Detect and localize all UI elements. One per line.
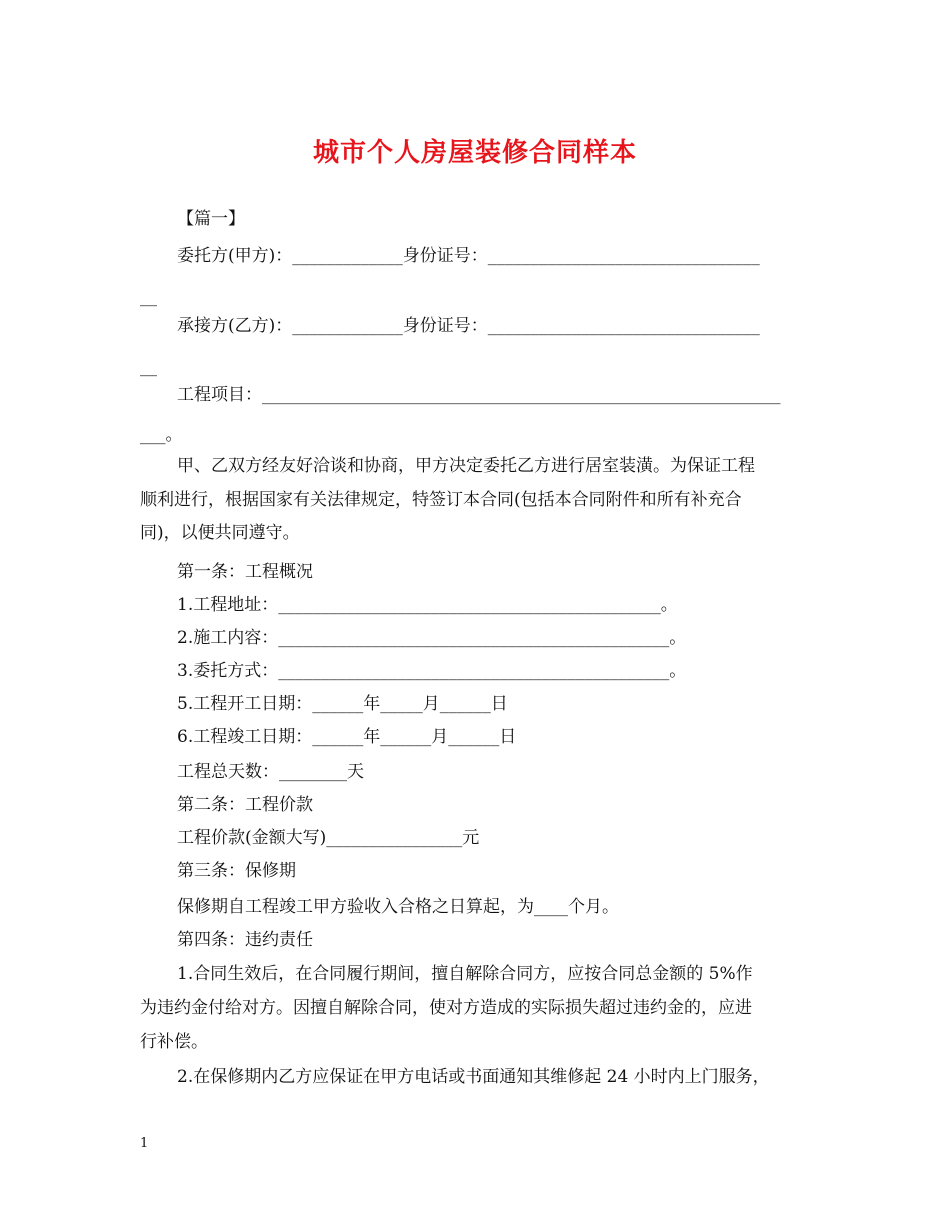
section-heading: 【篇一】 bbox=[177, 209, 245, 229]
intro-paragraph-line: 同)，以便共同遵守。 bbox=[140, 523, 300, 543]
maintenance-paragraph-line: 2.在保修期内乙方应保证在甲方电话或书面通知其维修起 24 小时内上门服务， bbox=[177, 1067, 770, 1087]
breach-paragraph-line: 1.合同生效后，在合同履行期间，擅自解除合同方，应按合同总金额的 5%作 bbox=[177, 964, 753, 984]
article-2-heading: 第二条：工程价款 bbox=[177, 795, 313, 815]
construction-content-line: 2.施工内容：______________________________________________。 bbox=[177, 628, 687, 648]
intro-paragraph-line: 甲、乙双方经友好洽谈和协商，甲方决定委托乙方进行居室装潢。为保证工程 bbox=[177, 456, 755, 476]
total-days-line: 工程总天数：________天 bbox=[177, 762, 364, 782]
article-3-heading: 第三条：保修期 bbox=[177, 861, 296, 881]
breach-paragraph-line: 行补偿。 bbox=[140, 1032, 208, 1052]
party-a-line: 委托方(甲方)：_____________身份证号：________________________________ bbox=[177, 246, 760, 266]
page-number: 1 bbox=[140, 1136, 149, 1151]
completion-date-line: 6.工程竣工日期：______年______月______日 bbox=[177, 727, 517, 747]
party-b-line: 承接方(乙方)：_____________身份证号：________________________________ bbox=[177, 316, 760, 336]
party-b-line-cont: __ bbox=[140, 357, 157, 377]
breach-paragraph-line: 为违约金付给对方。因擅自解除合同，使对方造成的实际损失超过违约金的，应进 bbox=[140, 998, 752, 1018]
commission-method-line: 3.委托方式：______________________________________________。 bbox=[177, 661, 687, 681]
project-line: 工程项目：_____________________________________________________________ bbox=[177, 385, 781, 405]
warranty-line: 保修期自工程竣工甲方验收入合格之日算起，为____个月。 bbox=[177, 897, 619, 917]
party-a-line-cont: __ bbox=[140, 287, 157, 307]
intro-paragraph-line: 顺利进行，根据国家有关法律规定，特签订本合同(包括本合同附件和所有补充合 bbox=[140, 490, 742, 510]
article-1-heading: 第一条：工程概况 bbox=[177, 562, 313, 582]
price-line: 工程价款(金额大写)________________元 bbox=[177, 828, 480, 848]
document-title: 城市个人房屋装修合同样本 bbox=[312, 138, 637, 168]
article-4-heading: 第四条：违约责任 bbox=[177, 930, 313, 950]
project-address-line: 1.工程地址：_____________________________________________。 bbox=[177, 595, 678, 615]
project-line-cont: ___。 bbox=[140, 425, 183, 445]
start-date-line: 5.工程开工日期：______年_____月______日 bbox=[177, 694, 508, 714]
